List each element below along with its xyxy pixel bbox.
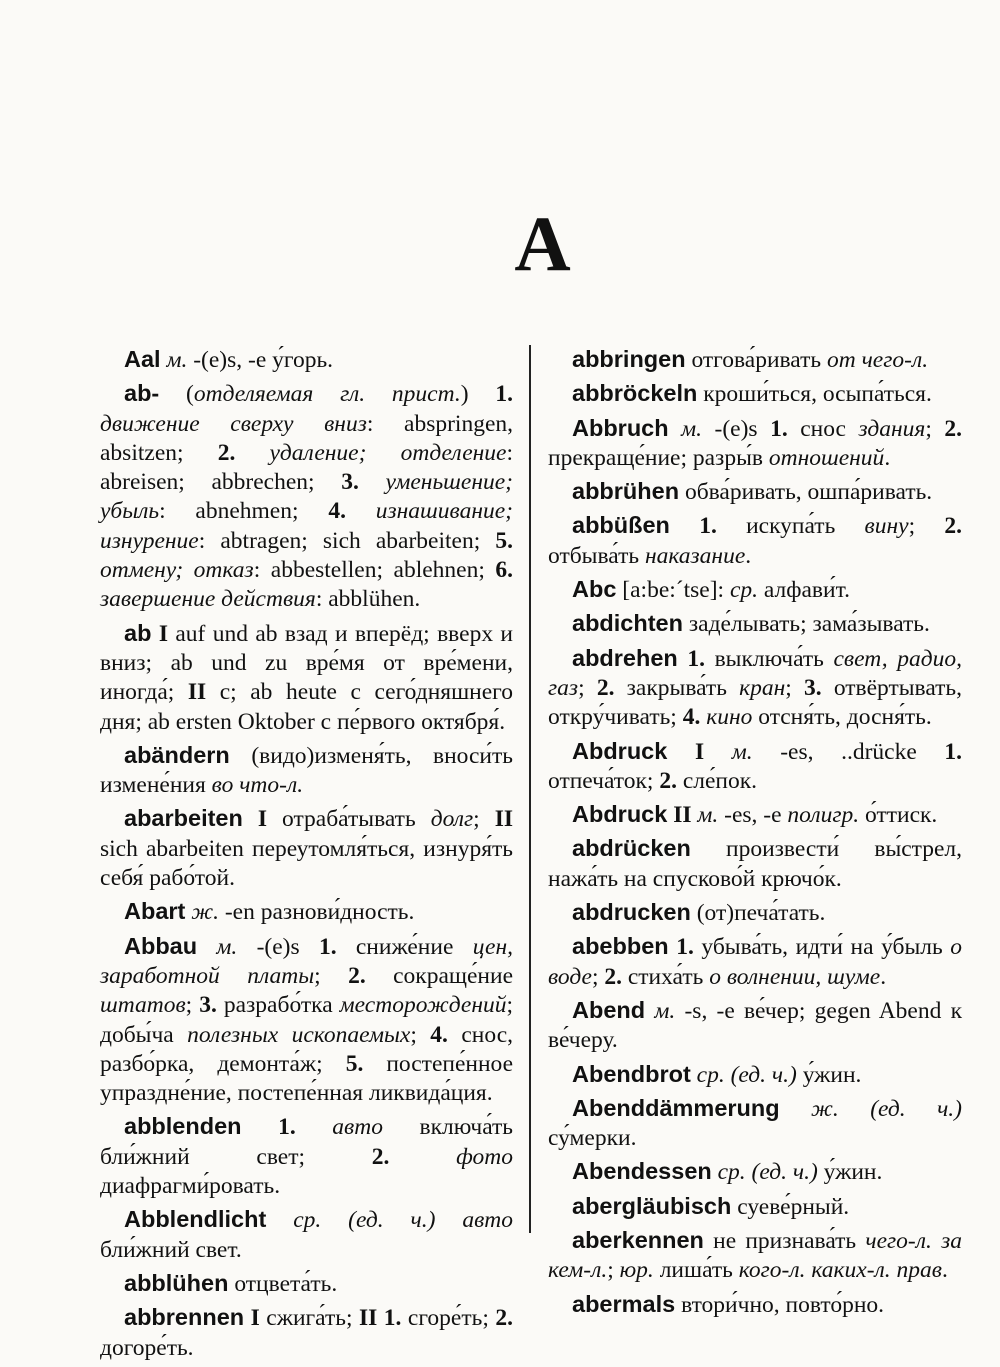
italic-note: наказание [644, 542, 746, 569]
definition-text [667, 739, 695, 765]
dictionary-entry [548, 609, 962, 639]
headword: abergläubisch [572, 1192, 732, 1219]
dictionary-entry [548, 1157, 962, 1187]
definition-text: [a:be:´tse]: [616, 577, 730, 604]
definition-text [235, 440, 269, 466]
sense-number: 1. [770, 415, 788, 442]
definition-text: искупа́ть [716, 513, 865, 540]
definition-text: -es, ..drücke [752, 738, 945, 765]
dictionary-entry [548, 1290, 962, 1320]
definition-text: . [941, 1257, 948, 1284]
italic-note: авто [332, 1114, 383, 1141]
definition-text: отвёртывать, откру́чивать; [548, 674, 963, 731]
sense-number: II [494, 806, 514, 833]
italic-note: ж. (ед. ч.) [811, 1095, 962, 1122]
definition-text: ; [473, 806, 495, 833]
definition-text: не признава́ть [703, 1228, 866, 1255]
dictionary-entry [100, 345, 513, 375]
italic-note: м. [166, 347, 188, 373]
dictionary-entry [548, 1094, 962, 1154]
definition-text: ; [578, 674, 597, 701]
sense-number: 3. [341, 469, 359, 496]
sense-number: 3. [804, 674, 822, 701]
italic-note: о волнении, шуме [709, 963, 881, 990]
definition-text: выключа́ть [704, 645, 834, 672]
headword: ab [124, 619, 152, 646]
italic-note: о воде [548, 934, 963, 990]
sense-number: 2. [596, 674, 615, 701]
headword: Abdruck [572, 801, 668, 828]
headword: ab- [124, 380, 160, 407]
definition-text: : abtragen; sich abarbeiten; [198, 527, 496, 554]
definition-text: ; [410, 1021, 431, 1048]
italic-note: полезных ископаемых [187, 1021, 411, 1048]
definition-text: . [884, 444, 891, 471]
definition-text: лиша́ть [653, 1257, 739, 1284]
definition-text: отпеча́ток; [548, 767, 660, 794]
definition-text: с; ab heute с сего́дняшнего дня; ab ersten Oktober с пе́рвого октября́. [100, 679, 513, 735]
italic-note: отмену; отказ [100, 557, 254, 584]
definition-text: включа́ть бли́жний свет; [100, 1114, 514, 1170]
italic-note: от чего-л. [827, 347, 929, 373]
italic-note: м. [654, 997, 676, 1024]
headword: abblenden [124, 1113, 242, 1140]
definition-text: -s, -e ве́чер; gegen Abend к ве́черу. [548, 997, 962, 1054]
sense-number: 1. [687, 645, 705, 672]
italic-note: штатов [100, 992, 186, 1019]
dictionary-entry [548, 1226, 962, 1286]
headword: Abbruch [572, 414, 669, 441]
definition-text: : abblühen. [315, 586, 421, 613]
dictionary-entry [548, 800, 962, 830]
definition-text: су́мерки. [548, 1125, 637, 1152]
definition-text: у́жин. [796, 1061, 862, 1088]
headword: Abend [572, 996, 646, 1023]
definition-text: диафрагми́ровать. [100, 1173, 281, 1200]
italic-note: ср. (ед. ч.) [696, 1061, 797, 1088]
dictionary-entry [548, 345, 962, 375]
definition-text: ; добы́ча [100, 992, 514, 1048]
headword: abbüßen [572, 512, 670, 539]
definition-text [197, 934, 216, 960]
sense-number: 1. [944, 738, 962, 765]
sense-number: 4. [430, 1021, 448, 1048]
dictionary-entry [100, 379, 513, 614]
italic-note: отношений [768, 444, 885, 471]
definition-text [780, 1096, 811, 1122]
definition-text: суеве́рный. [731, 1193, 850, 1220]
definition-text [296, 1114, 333, 1140]
left-column [100, 345, 513, 1367]
italic-note: фото [456, 1143, 513, 1170]
definition-text: отсня́ть, досня́ть. [752, 704, 932, 731]
definition-text [670, 513, 699, 539]
definition-text: : abbestellen; ablehnen; [253, 557, 496, 584]
sense-number: 1. [495, 381, 513, 408]
definition-text: ; [785, 674, 804, 701]
sense-number: II [673, 802, 692, 829]
italic-note: здания [858, 415, 926, 442]
definition-text: догоре́ть. [100, 1334, 194, 1361]
dictionary-entry [100, 1112, 513, 1201]
definition-text [151, 621, 158, 647]
sense-number: 2. [659, 767, 677, 794]
definition-text: : abspringen, absitzen; [100, 410, 514, 466]
definition-text: ; [591, 963, 605, 990]
sense-number: 2. [495, 1305, 513, 1332]
italic-note: во что-л. [211, 772, 304, 799]
headword: Abart [124, 898, 186, 925]
dictionary-entry [100, 897, 513, 927]
definition-text: . [880, 963, 887, 990]
definition-text: закрыва́ть [614, 674, 740, 701]
headword: abdrehen [572, 644, 678, 671]
definition-text [389, 1144, 456, 1170]
headword: aberkennen [572, 1227, 704, 1254]
definition-text: стиха́ть [621, 963, 710, 990]
definition-text: отбыва́ть [548, 542, 645, 569]
definition-text: произвести́ вы́стрел, нажа́ть на спусково́й крючо́к. [548, 836, 962, 892]
sense-number: 2. [944, 513, 963, 540]
sense-number: 5. [345, 1050, 364, 1077]
definition-text: сокраще́ние [365, 962, 513, 989]
dictionary-entry [548, 834, 962, 894]
definition-text [669, 416, 682, 442]
headword: abdrücken [572, 835, 691, 862]
definition-text: ) [460, 381, 496, 408]
definition-text: сжига́ть; [259, 1305, 360, 1332]
dictionary-entry [548, 1192, 962, 1222]
section-letter: A [514, 200, 571, 287]
definition-text: : abreisen; abbrechen; [100, 439, 513, 496]
definition-text: алфави́т. [758, 577, 850, 604]
sense-number: 1. [676, 934, 694, 961]
definition-text: у́жин. [817, 1159, 883, 1186]
definition-text: заде́лывать; зама́зывать. [682, 611, 930, 638]
dictionary-entry [100, 1269, 513, 1299]
sense-number: 2. [944, 415, 962, 442]
dictionary-entry [548, 1060, 962, 1090]
sense-number: 2. [371, 1143, 390, 1170]
sense-number: 2. [217, 439, 236, 466]
sense-number: 5. [495, 527, 513, 554]
dictionary-entry [100, 1303, 513, 1363]
italic-note: кран [739, 674, 786, 701]
headword: abbrennen [124, 1304, 245, 1331]
definition-text: снос [787, 415, 859, 442]
sense-number: 4. [682, 704, 701, 731]
definition-text: -(e)s [237, 933, 319, 960]
sense-number: 2. [604, 963, 622, 990]
headword: Abbau [124, 932, 198, 959]
definition-text [678, 646, 688, 672]
definition-text [242, 1114, 279, 1140]
italic-note: уменьшение; убыль [100, 469, 513, 525]
headword: Abc [572, 576, 617, 603]
definition-text: сгоре́ть; [401, 1305, 496, 1332]
right-column [548, 345, 962, 1324]
headword: abbrühen [572, 478, 680, 505]
definition-text: убыва́ть, идти́ на у́быль [693, 934, 951, 961]
headword: Aal [124, 346, 161, 372]
dictionary-entry [548, 932, 962, 992]
definition-text: (видо)изменя́ть, вноси́ть измене́ния [100, 742, 513, 799]
definition-text: -(e)s [702, 415, 771, 442]
dictionary-entry [100, 932, 513, 1109]
italic-note: полигр. [787, 802, 860, 829]
dictionary-entry [548, 644, 962, 733]
dictionary-entry [548, 511, 962, 571]
headword: Abendessen [572, 1158, 712, 1185]
italic-note: месторождений [339, 992, 507, 1019]
italic-note: чего-л. за кем-л. [548, 1228, 962, 1284]
sense-number: 2. [348, 962, 366, 989]
dictionary-entry [548, 477, 962, 507]
definition-text [704, 739, 732, 765]
italic-note: цен, заработной платы [100, 933, 513, 989]
definition-text: отгова́ривать [685, 347, 827, 373]
definition-text: -(e)s, -e у́горь. [187, 347, 334, 373]
definition-text: ; [185, 992, 200, 1019]
definition-text: -en разнови́дность. [218, 899, 415, 926]
italic-note: кино [706, 704, 753, 731]
definition-text: sich abarbeiten переутомля́ться, изнуря́ть себя́ рабо́той. [100, 835, 513, 892]
sense-number: 1. [699, 513, 717, 540]
definition-text: разрабо́тка [216, 992, 340, 1019]
definition-text: снос, разбо́рка, демонта́ж; [100, 1021, 513, 1077]
italic-note: свет, радио, газ [548, 645, 962, 701]
definition-text: втори́чно, повто́рно. [675, 1291, 885, 1318]
dictionary-entry [548, 996, 962, 1056]
definition-text: сле́пок. [676, 767, 758, 794]
dictionary-entry [548, 379, 962, 409]
definition-text [359, 469, 386, 495]
dictionary-entry [100, 619, 513, 737]
sense-number: II 1. [359, 1305, 402, 1332]
definition-text: бли́жний свет. [100, 1236, 242, 1263]
definition-text: о́ттиск. [859, 802, 938, 829]
headword: abarbeiten [124, 805, 243, 832]
headword: abbringen [572, 346, 686, 372]
definition-text: прекраще́ние; разры́в [548, 444, 769, 471]
italic-note: ж. [191, 899, 219, 926]
headword: abbröckeln [572, 380, 698, 407]
definition-text: . [745, 542, 752, 569]
italic-note: м. [697, 802, 719, 829]
italic-note: долг [430, 806, 474, 833]
dictionary-entry [548, 575, 962, 605]
dictionary-entry [100, 1205, 513, 1265]
sense-number: 1. [278, 1114, 296, 1141]
definition-text [266, 1207, 293, 1233]
dictionary-entry [548, 414, 962, 474]
italic-note: м. [681, 415, 702, 442]
headword: abblühen [124, 1269, 229, 1296]
italic-note: изнашивание; изнурение [100, 498, 513, 554]
headword: abdrucken [572, 899, 691, 926]
sense-number: II [187, 679, 207, 706]
definition-text: кроши́ться, осыпа́ться. [697, 381, 932, 408]
italic-note: отделяемая гл. прист. [193, 381, 461, 408]
definition-text: отцвета́ть. [228, 1270, 338, 1297]
definition-text [346, 498, 376, 524]
headword: abdichten [572, 610, 683, 637]
headword: abebben [572, 933, 669, 960]
headword: abermals [572, 1290, 676, 1317]
italic-note: ср. [729, 577, 758, 604]
italic-note: м. [216, 933, 238, 960]
definition-text: auf und ab взад и вперёд; вверх и вниз; ab und zu вре́мя от вре́мени, иногда́; [100, 620, 514, 706]
definition-text: ; [925, 415, 945, 442]
dictionary-entry [100, 741, 513, 801]
sense-number: 4. [328, 498, 346, 525]
definition-text: постепе́нное упраздне́ние, постепе́нная ликвида́ция. [100, 1050, 514, 1107]
sense-number: I [158, 620, 168, 647]
headword: abändern [124, 741, 230, 768]
definition-text: (от)печа́тать. [690, 900, 826, 927]
column-divider [529, 345, 531, 1233]
italic-note: кого-л. каких-л. прав [738, 1257, 942, 1284]
sense-number: I [250, 1305, 260, 1332]
headword: Abblendlicht [124, 1206, 267, 1233]
headword: Abdruck [572, 737, 668, 764]
headword: Abendbrot [572, 1060, 691, 1087]
sense-number: 3. [199, 992, 217, 1019]
italic-note: движение сверху вниз [100, 410, 367, 437]
definition-text: ( [159, 381, 194, 408]
sense-number: 6. [495, 557, 513, 584]
italic-note: вину [864, 513, 909, 540]
definition-text: сниже́ние [336, 933, 473, 960]
dictionary-entry [548, 737, 962, 797]
italic-note: завершение действия [100, 586, 316, 613]
italic-note: юр. [619, 1257, 654, 1284]
definition-text: -es, -e [718, 802, 788, 829]
definition-text: ; [607, 1257, 620, 1284]
sense-number: 1. [318, 933, 337, 960]
headword: Abenddämmerung [572, 1094, 780, 1121]
sense-number: I [694, 738, 705, 765]
dictionary-entry [548, 898, 962, 928]
definition-text: : abnehmen; [159, 498, 329, 525]
sense-number: I [257, 806, 268, 833]
italic-note: удаление; отделение [269, 439, 507, 466]
definition-text: обва́ривать, ошпа́ривать. [679, 479, 933, 506]
italic-note: ср. (ед. ч.) [717, 1159, 818, 1186]
dictionary-entry [100, 804, 513, 893]
definition-text: ; [314, 962, 349, 989]
italic-note: м. [731, 738, 753, 765]
italic-note: ср. (ед. ч.) авто [293, 1207, 513, 1234]
definition-text: ; [908, 513, 945, 540]
definition-text: отраба́тывать [267, 806, 431, 833]
definition-text [243, 806, 258, 832]
definition-text [645, 998, 654, 1024]
